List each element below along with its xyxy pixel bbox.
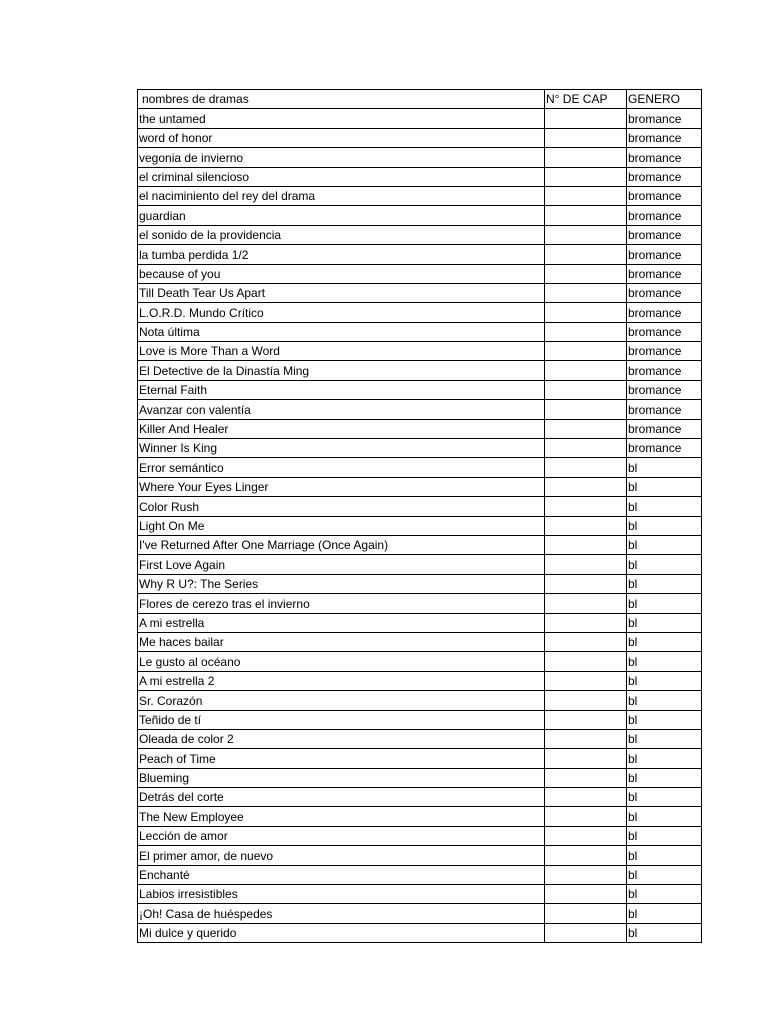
- drama-name-cell: Labios irresistibles: [138, 885, 545, 904]
- genre-cell: bromance: [627, 400, 702, 419]
- genre-cell: bl: [627, 788, 702, 807]
- table-row: [138, 535, 702, 554]
- genre-cell: bromance: [627, 361, 702, 380]
- drama-name-cell: Me haces bailar: [138, 632, 545, 651]
- drama-name-cell: Color Rush: [138, 497, 545, 516]
- episode-count-cell: [545, 380, 627, 399]
- genre-cell: bl: [627, 535, 702, 554]
- table-row: [138, 885, 702, 904]
- episode-count-cell: [545, 225, 627, 244]
- episode-count-cell: [545, 245, 627, 264]
- table-row: [138, 574, 702, 593]
- genre-cell: bromance: [627, 283, 702, 302]
- genre-cell: bl: [627, 923, 702, 942]
- drama-name-cell: The New Employee: [138, 807, 545, 826]
- episode-count-cell: [545, 904, 627, 923]
- episode-count-cell: [545, 671, 627, 690]
- episode-count-cell: [545, 594, 627, 613]
- genre-cell: bromance: [627, 225, 702, 244]
- table-row: [138, 458, 702, 477]
- genre-cell: bl: [627, 594, 702, 613]
- genre-cell: bromance: [627, 148, 702, 167]
- genre-cell: bl: [627, 477, 702, 496]
- drama-name-cell: el naciminiento del rey del drama: [138, 186, 545, 205]
- table-row: [138, 225, 702, 244]
- drama-name-cell: Detrás del corte: [138, 788, 545, 807]
- genre-cell: bl: [627, 865, 702, 884]
- episode-count-cell: [545, 729, 627, 748]
- table-row: [138, 303, 702, 322]
- genre-cell: bromance: [627, 380, 702, 399]
- header-genre: GENERO: [627, 90, 702, 109]
- table-row: [138, 671, 702, 690]
- table-row: [138, 109, 702, 128]
- episode-count-cell: [545, 458, 627, 477]
- episode-count-cell: [545, 749, 627, 768]
- drama-name-cell: vegonia de invierno: [138, 148, 545, 167]
- table-row: [138, 865, 702, 884]
- table-row: [138, 342, 702, 361]
- drama-name-cell: Where Your Eyes Linger: [138, 477, 545, 496]
- table-row: [138, 516, 702, 535]
- drama-name-cell: I've Returned After One Marriage (Once Again): [138, 535, 545, 554]
- drama-name-cell: Error semántico: [138, 458, 545, 477]
- drama-name-cell: Nota última: [138, 322, 545, 341]
- episode-count-cell: [545, 400, 627, 419]
- drama-name-cell: Why R U?: The Series: [138, 574, 545, 593]
- genre-cell: bl: [627, 516, 702, 535]
- episode-count-cell: [545, 516, 627, 535]
- table-row: [138, 826, 702, 845]
- episode-count-cell: [545, 303, 627, 322]
- table-row: [138, 206, 702, 225]
- episode-count-cell: [545, 768, 627, 787]
- episode-count-cell: [545, 535, 627, 554]
- episode-count-cell: [545, 264, 627, 283]
- table-row: [138, 477, 702, 496]
- episode-count-cell: [545, 885, 627, 904]
- genre-cell: bromance: [627, 167, 702, 186]
- drama-name-cell: Till Death Tear Us Apart: [138, 283, 545, 302]
- episode-count-cell: [545, 419, 627, 438]
- table-row: [138, 419, 702, 438]
- drama-name-cell: la tumba perdida 1/2: [138, 245, 545, 264]
- drama-name-cell: First Love Again: [138, 555, 545, 574]
- genre-cell: bromance: [627, 303, 702, 322]
- table-row: [138, 148, 702, 167]
- episode-count-cell: [545, 788, 627, 807]
- genre-cell: bl: [627, 904, 702, 923]
- episode-count-cell: [545, 342, 627, 361]
- table-row: [138, 768, 702, 787]
- episode-count-cell: [545, 439, 627, 458]
- drama-name-cell: Love is More Than a Word: [138, 342, 545, 361]
- genre-cell: bl: [627, 885, 702, 904]
- table-row: [138, 167, 702, 186]
- table-row: [138, 846, 702, 865]
- drama-name-cell: Light On Me: [138, 516, 545, 535]
- episode-count-cell: [545, 826, 627, 845]
- drama-name-cell: Teñido de tí: [138, 710, 545, 729]
- episode-count-cell: [545, 710, 627, 729]
- drama-name-cell: el sonido de la providencia: [138, 225, 545, 244]
- drama-name-cell: Le gusto al océano: [138, 652, 545, 671]
- episode-count-cell: [545, 923, 627, 942]
- table-row: [138, 361, 702, 380]
- drama-name-cell: Killer And Healer: [138, 419, 545, 438]
- episode-count-cell: [545, 361, 627, 380]
- table-row: [138, 555, 702, 574]
- drama-name-cell: guardian: [138, 206, 545, 225]
- table-row: [138, 439, 702, 458]
- genre-cell: bromance: [627, 264, 702, 283]
- header-name: nombres de dramas: [138, 90, 545, 109]
- table-row: [138, 245, 702, 264]
- genre-cell: bromance: [627, 439, 702, 458]
- table-row: [138, 613, 702, 632]
- genre-cell: bl: [627, 497, 702, 516]
- episode-count-cell: [545, 807, 627, 826]
- table-row: [138, 691, 702, 710]
- genre-cell: bl: [627, 749, 702, 768]
- episode-count-cell: [545, 865, 627, 884]
- drama-name-cell: Enchanté: [138, 865, 545, 884]
- table-row: [138, 710, 702, 729]
- genre-cell: bromance: [627, 109, 702, 128]
- episode-count-cell: [545, 652, 627, 671]
- genre-cell: bl: [627, 846, 702, 865]
- drama-name-cell: Flores de cerezo tras el invierno: [138, 594, 545, 613]
- drama-name-cell: Eternal Faith: [138, 380, 545, 399]
- table-row: [138, 923, 702, 942]
- episode-count-cell: [545, 555, 627, 574]
- header-episodes: N° DE CAP: [545, 90, 627, 109]
- genre-cell: bl: [627, 632, 702, 651]
- table-row: [138, 186, 702, 205]
- table-row: [138, 322, 702, 341]
- drama-table-body: [138, 90, 702, 943]
- episode-count-cell: [545, 632, 627, 651]
- drama-name-cell: the untamed: [138, 109, 545, 128]
- genre-cell: bl: [627, 652, 702, 671]
- genre-cell: bl: [627, 768, 702, 787]
- episode-count-cell: [545, 477, 627, 496]
- table-row: [138, 264, 702, 283]
- drama-table: [137, 89, 702, 943]
- genre-cell: bl: [627, 729, 702, 748]
- table-row: [138, 128, 702, 147]
- episode-count-cell: [545, 322, 627, 341]
- drama-name-cell: El Detective de la Dinastía Ming: [138, 361, 545, 380]
- genre-cell: bl: [627, 691, 702, 710]
- episode-count-cell: [545, 691, 627, 710]
- genre-cell: bl: [627, 671, 702, 690]
- episode-count-cell: [545, 109, 627, 128]
- genre-cell: bromance: [627, 186, 702, 205]
- table-row: [138, 788, 702, 807]
- drama-name-cell: Avanzar con valentía: [138, 400, 545, 419]
- drama-name-cell: A mi estrella 2: [138, 671, 545, 690]
- drama-name-cell: Sr. Corazón: [138, 691, 545, 710]
- drama-name-cell: Oleada de color 2: [138, 729, 545, 748]
- table-row: [138, 904, 702, 923]
- episode-count-cell: [545, 128, 627, 147]
- genre-cell: bromance: [627, 245, 702, 264]
- drama-name-cell: Lección de amor: [138, 826, 545, 845]
- genre-cell: bl: [627, 826, 702, 845]
- genre-cell: bl: [627, 807, 702, 826]
- drama-name-cell: L.O.R.D. Mundo Crítico: [138, 303, 545, 322]
- genre-cell: bromance: [627, 419, 702, 438]
- episode-count-cell: [545, 283, 627, 302]
- table-row: [138, 594, 702, 613]
- table-row: [138, 807, 702, 826]
- drama-name-cell: because of you: [138, 264, 545, 283]
- episode-count-cell: [545, 574, 627, 593]
- episode-count-cell: [545, 497, 627, 516]
- genre-cell: bl: [627, 710, 702, 729]
- genre-cell: bl: [627, 555, 702, 574]
- genre-cell: bl: [627, 613, 702, 632]
- drama-name-cell: el criminal silencioso: [138, 167, 545, 186]
- genre-cell: bl: [627, 574, 702, 593]
- genre-cell: bromance: [627, 342, 702, 361]
- genre-cell: bromance: [627, 206, 702, 225]
- episode-count-cell: [545, 206, 627, 225]
- table-row: [138, 749, 702, 768]
- table-row: [138, 729, 702, 748]
- drama-name-cell: Mi dulce y querido: [138, 923, 545, 942]
- genre-cell: bromance: [627, 128, 702, 147]
- table-row: [138, 380, 702, 399]
- episode-count-cell: [545, 148, 627, 167]
- genre-cell: bromance: [627, 322, 702, 341]
- table-row: [138, 632, 702, 651]
- table-row: [138, 283, 702, 302]
- table-row: [138, 400, 702, 419]
- episode-count-cell: [545, 846, 627, 865]
- drama-name-cell: ¡Oh! Casa de huéspedes: [138, 904, 545, 923]
- episode-count-cell: [545, 167, 627, 186]
- episode-count-cell: [545, 186, 627, 205]
- table-row: [138, 497, 702, 516]
- episode-count-cell: [545, 613, 627, 632]
- drama-name-cell: Peach of Time: [138, 749, 545, 768]
- drama-name-cell: word of honor: [138, 128, 545, 147]
- genre-cell: bl: [627, 458, 702, 477]
- drama-name-cell: Blueming: [138, 768, 545, 787]
- drama-name-cell: Winner Is King: [138, 439, 545, 458]
- drama-name-cell: El primer amor, de nuevo: [138, 846, 545, 865]
- table-row: [138, 652, 702, 671]
- table-header-row: [138, 90, 702, 109]
- drama-name-cell: A mi estrella: [138, 613, 545, 632]
